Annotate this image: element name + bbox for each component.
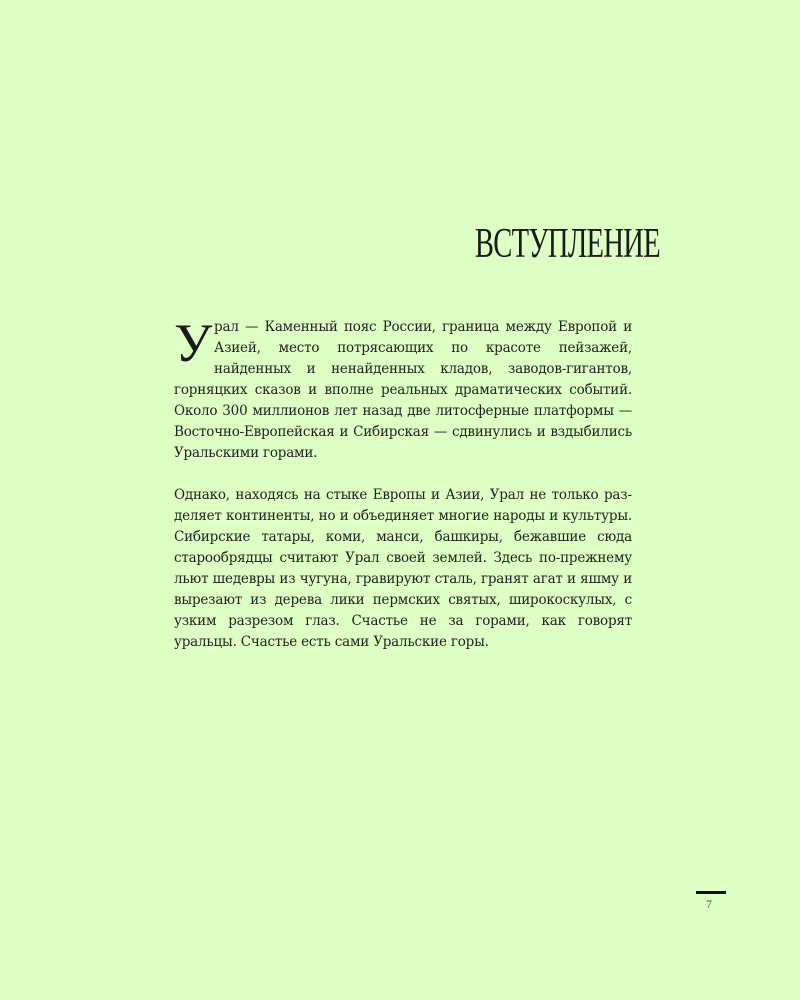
paragraph-intro-text: рал — Каменный пояс России, граница между Европой и Азией, место потрясающих по красоте пейзажей, найденных и ненайденных кладов, заводов-гигантов, горняцких сказов и вполне реальных драматических событий. Около 300 миллионов лет назад две литосферные платформы — Восточно-Европейская и Сибирская — сдвинулись и вздыбились Уральскими горами. [174,319,632,461]
drop-cap: У [174,313,213,373]
page-number: 7 [706,897,712,911]
page-number-rule [696,891,726,894]
paragraph-second [174,485,632,653]
article-body [174,313,632,653]
paragraph-intro [174,313,632,464]
paragraph-second-text: Однако, находясь на стыке Европы и Азии, Урал не только разделяет континенты, но и объединяет многие народы и культуры. Сибирские татары, коми, манси, башкиры, бежавшие сюда старообрядцы считают Урал своей землей. Здесь по-прежнему льют шедевры из чугуна, гравируют сталь, гранят агат и яшму и вырезают из дерева лики пермских святых, широкоскулых, с узким разрезом глаз. Счастье не за горами, как говорят уральцы. Счастье есть сами Уральские горы. [174,487,632,650]
page-title: ВСТУПЛЕНИЕ [474,221,660,267]
